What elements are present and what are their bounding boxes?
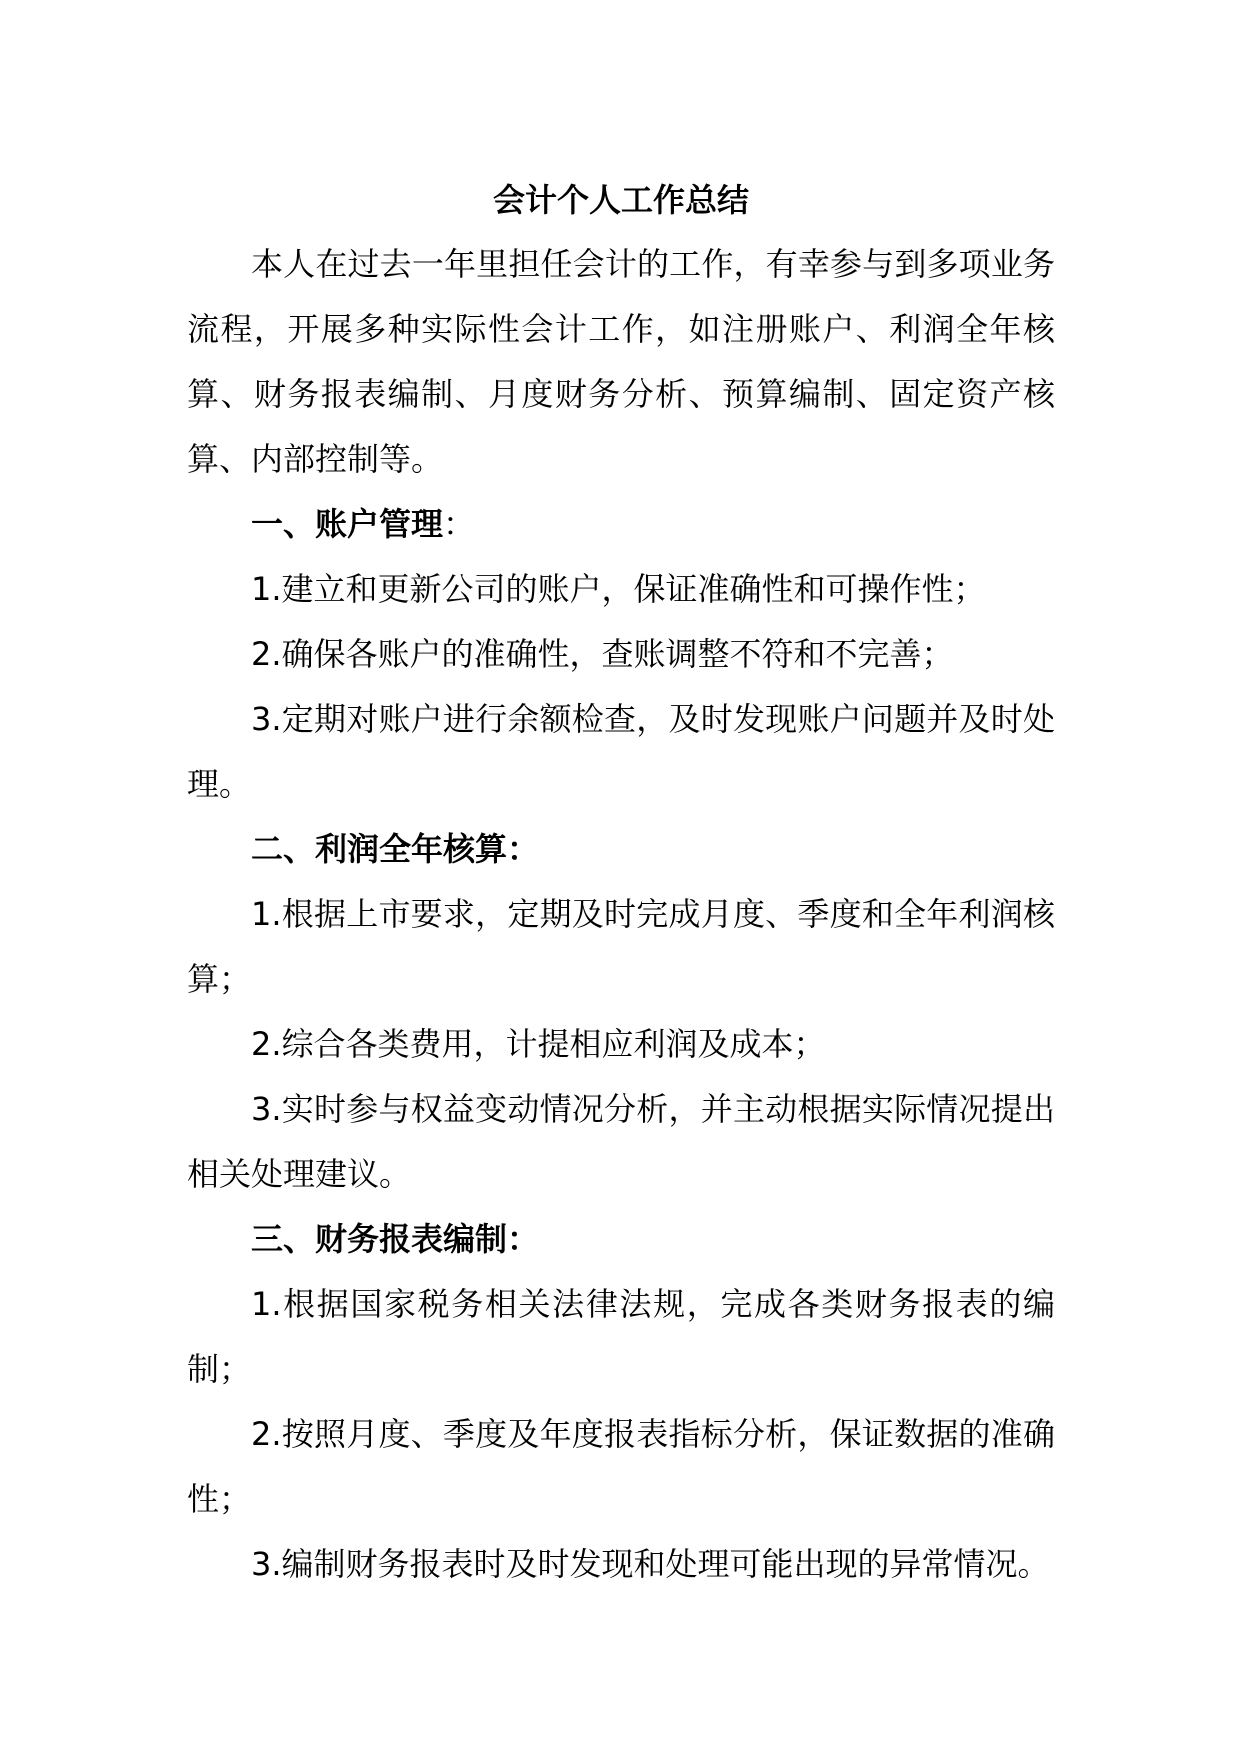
document-title: 会计个人工作总结 [492,181,749,219]
section-heading-2-text: 二、利润全年核算： [251,830,540,868]
section-2-item-2: 2.综合各类费用，计提相应利润及成本； [251,1025,826,1063]
section-heading-2 [187,817,1055,882]
section-2-item-3: 3.实时参与权益变动情况分析，并主动根据实际情况提出相关处理建议。 [187,1090,1055,1193]
document-body [187,168,1055,1597]
section-1-item-1: 1.建立和更新公司的账户，保证准确性和可操作性； [251,570,986,608]
section-2-item-1: 1.根据上市要求，定期及时完成月度、季度和全年利润核算； [187,895,1055,998]
section-heading-3-text: 三、财务报表编制： [251,1220,540,1258]
section-heading-1-suffix: ： [443,505,476,543]
section-1-item-2: 2.确保各账户的准确性，查账调整不符和不完善； [251,635,954,673]
section-heading-1 [187,492,1055,557]
section-3-item-2: 2.按照月度、季度及年度报表指标分析，保证数据的准确性； [187,1415,1055,1518]
section-3-item-3: 3.编制财务报表时及时发现和处理可能出现的异常情况。 [251,1545,1050,1583]
section-heading-1-text: 一、账户管理 [251,505,444,543]
section-3-item-1: 1.根据国家税务相关法律法规，完成各类财务报表的编制； [187,1285,1055,1388]
intro-paragraph: 本人在过去一年里担任会计的工作，有幸参与到多项业务流程，开展多种实际性会计工作，如注册账户、利润全年核算、财务报表编制、月度财务分析、预算编制、固定资产核算、内部控制等。 [187,245,1055,478]
section-1-item-3: 3.定期对账户进行余额检查，及时发现账户问题并及时处理。 [187,700,1055,803]
section-heading-3 [187,1207,1055,1272]
